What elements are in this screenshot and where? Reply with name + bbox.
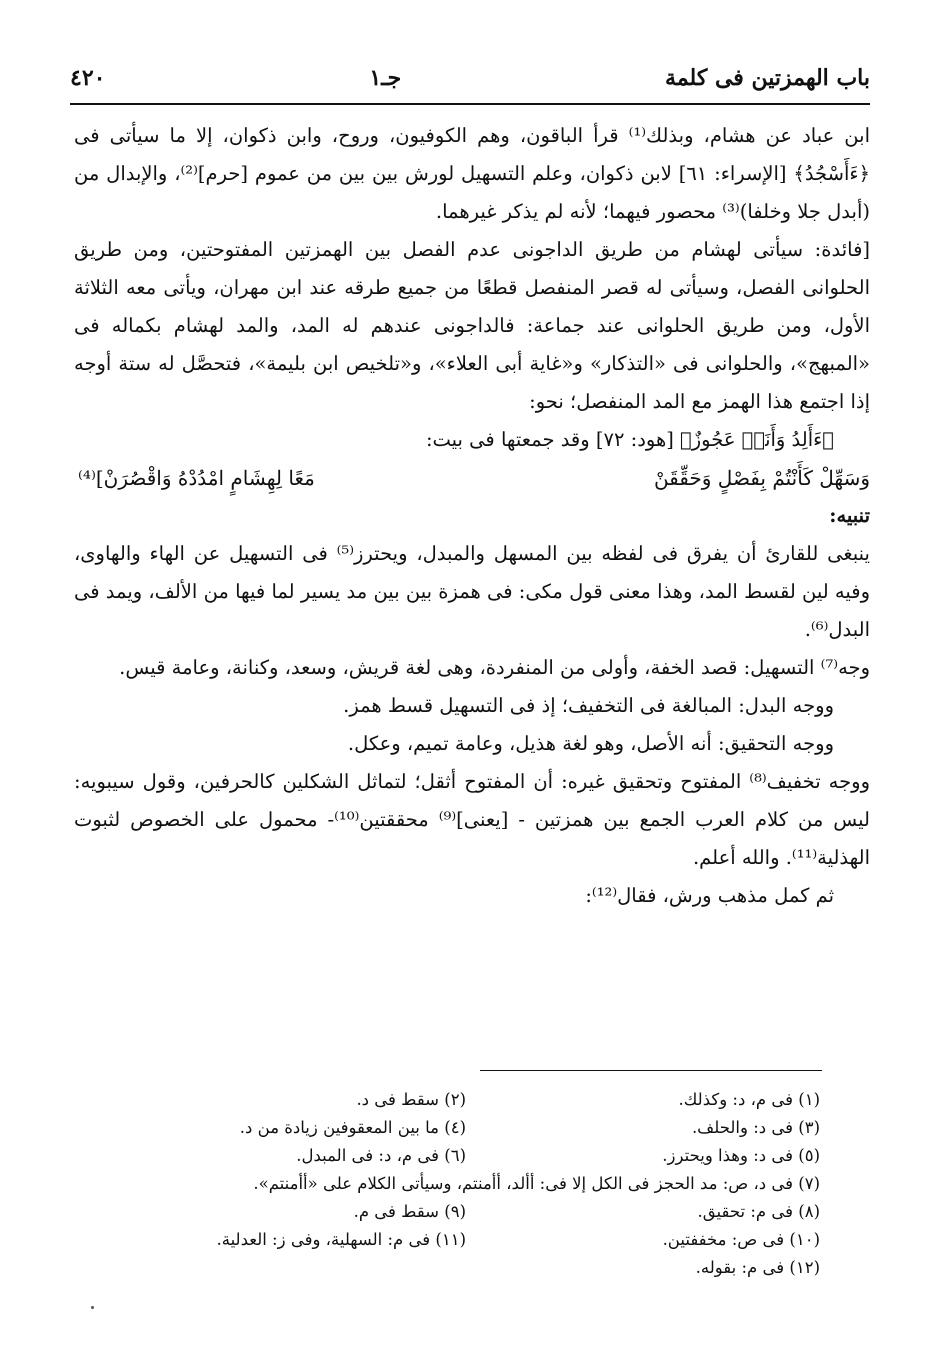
running-header [70,58,870,98]
scan-speck [91,1306,94,1309]
footnote-7: (٧) فى د، ص: مد الحجز فى الكل إلا فى: أألد، أأمنتم، وسيأتى الكلام على «أأمنتم». [253,1174,820,1193]
poetry-verse [74,459,870,497]
footnote-9: (٩) سقط فى م. [353,1202,466,1221]
footnotes [112,1086,820,1282]
paragraph-badal: ووجه البدل: المبالغة فى التخفيف؛ إذ فى التسهيل قسط همز. [343,694,834,717]
footnote-4: (٤) ما بين المعقوفين زيادة من د. [239,1118,466,1137]
main-text [74,117,870,915]
page-number: ٤٢٠ [70,65,106,91]
footnote-3: (٣) فى د: والحلف. [691,1118,820,1137]
footnote-1: (١) فى م، د: وكذلك. [678,1090,820,1109]
paragraph-warsh: ثم كمل مذهب ورش، فقال⁽¹²⁾: [585,884,834,907]
paragraph-tahqiq: ووجه التحقيق: أنه الأصل، وهو لغة هذيل، وعامة تميم، وعكل. [347,732,834,755]
footnote-rule [480,1070,822,1071]
verse-first-hemistich: وَسَهِّلْ كَأَنْتُمْ بِفَصْلٍ وَحَقِّقَنْ [653,466,870,490]
footnote-5: (٥) فى د: وهذا ويحترز. [662,1146,820,1165]
footnote-11: (١١) فى م: السهلية، وفى ز: العدلية. [216,1230,466,1249]
footnote-2: (٢) سقط فى د. [356,1090,466,1109]
paragraph-takhfif: ووجه تخفيف⁽⁸⁾ المفتوح وتحقيق غيره: أن المفتوح أثقل؛ لتماثل الشكلين كالحرفين، وقول سيبويه: ليس من كلام العرب الجمع بين همزتين - [يعنى]⁽⁹⁾ محققتين⁽¹⁰⁾- محمول على الخصوص لثبوت الهذلية⁽¹¹⁾. والله أعلم. [74,770,870,869]
footnote-8: (٨) فى م: تحقيق. [697,1202,820,1221]
paragraph-1: ابن عباد عن هشام، وبذلك⁽¹⁾ قرأ الباقون، وهم الكوفيون، وروح، وابن ذكوان، إلا ما سيأتى فى ﴿ءَأَسْجُدُ﴾ [الإسراء: ٦١] لابن ذكوان، وعلم التسهيل لورش بين بين من عموم [حرم]⁽²⁾، والإبدال من (أبدل جلا وخلفا)⁽³⁾ محصور فيهما؛ لأنه لم يذكر غيرهما. [74,124,870,223]
footnote-10: (١٠) فى ص: مخففتين. [662,1230,820,1249]
paragraph-tashil: وجه⁽⁷⁾ التسهيل: قصد الخفة، وأولى من المنفردة، وهى لغة قريش، وسعد، وكنانة، وعامة قيس. [119,656,870,679]
footnote-6: (٦) فى م، د: فى المبدل. [296,1146,466,1165]
tanbih-heading: تنبيه: [829,504,870,527]
paragraph-hud: ﴿ءَأَلِدُ وَأَنَا۠ عَجُوزٌ﴾ [هود: ٧٢] وقد جمعتها فى بيت: [425,428,834,451]
paragraph-tanbih: ينبغى للقارئ أن يفرق فى لفظه بين المسهل والمبدل، ويحترز⁽⁵⁾ فى التسهيل عن الهاء والهاوى، وفيه لين لقسط المد، وهذا معنى قول مكى: فى همزة بين بين مد يسير لما فيها من الألف، ويمد فى البدل⁽⁶⁾. [74,542,870,641]
header-rule [70,103,870,105]
paragraph-fayida: [فائدة: سيأتى لهشام من طريق الداجونى عدم الفصل بين الهمزتين المفتوحتين، ومن طريق الحلوانى الفصل، وسيأتى له قصر المنفصل قطعًا من جميع طرقه عند ابن مهران، ويأتى معه الثلاثة الأول، ومن طريق الحلوانى عند جماعة: فالداجونى عندهم له المد، والمد لهشام بكماله فى «المبهج»، والحلوانى فى «التذكار» و«غاية أبى العلاء»، و«تلخيص ابن بليمة»، فتحصَّل له ستة أوجه إذا اجتمع هذا الهمز مع المد المنفصل؛ نحو: [74,238,870,413]
verse-second-hemistich: مَعًا لِهِشَامٍ امْدُدْهُ وَاقْصُرَنْ]⁽⁴⁾ [78,466,315,490]
chapter-title: باب الهمزتين فى كلمة [665,65,870,91]
footnote-12: (١٢) فى م: بقوله. [695,1258,820,1277]
volume-label: جـ١ [369,65,402,91]
